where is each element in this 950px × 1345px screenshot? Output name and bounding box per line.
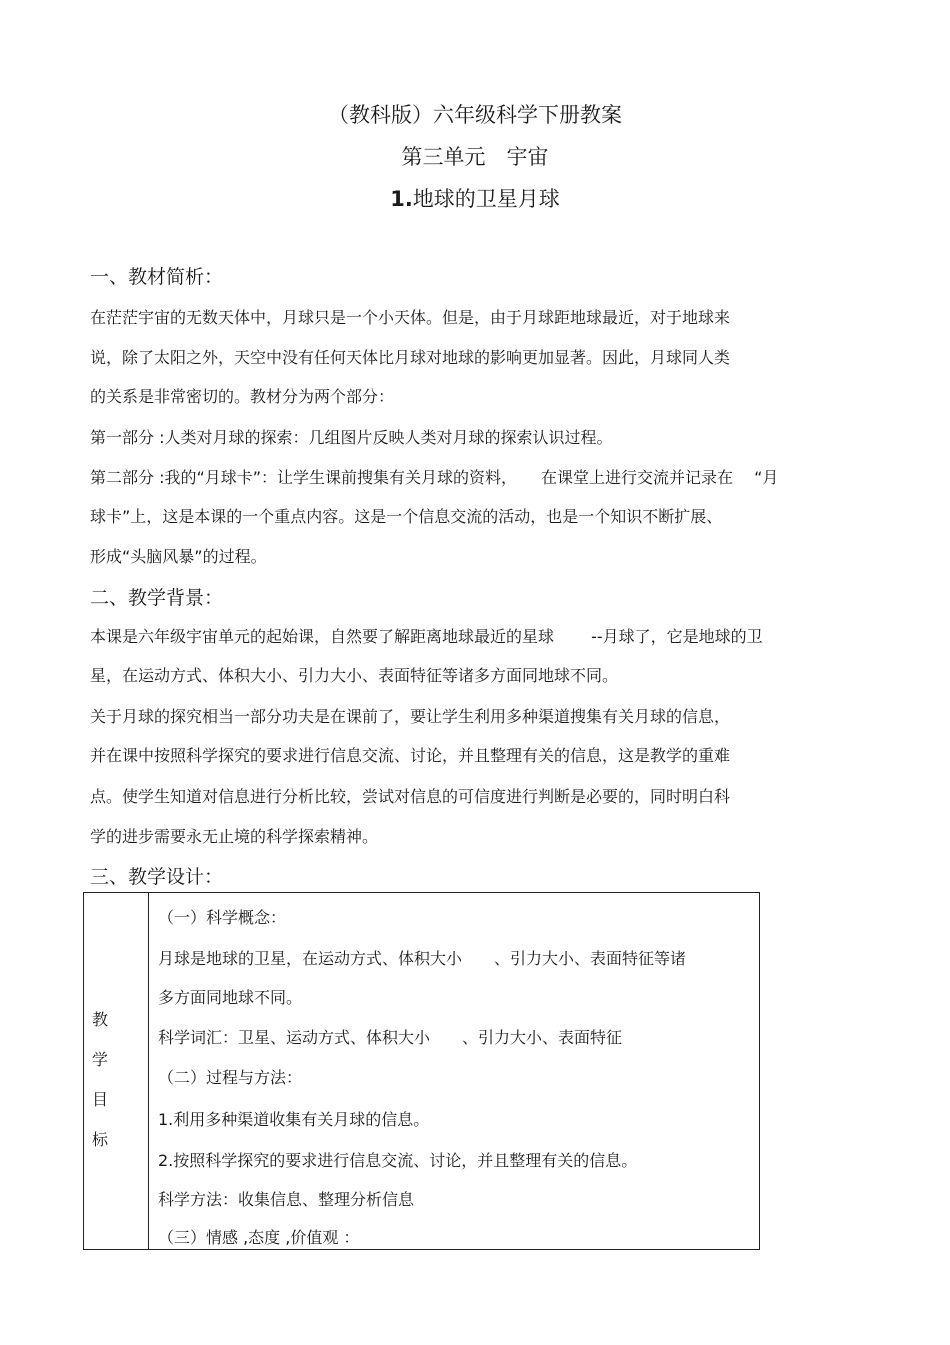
paragraph-line: 第二部分 :我的“月球卡”：让学生课前搜集有关月球的资料， 在课堂上进行交流并记录在 “月 xyxy=(90,468,779,487)
paragraph-line: 说，除了太阳之外，天空中没有任何天体比月球对地球的影响更加显著。因此，月球同人类 xyxy=(90,348,731,367)
section-heading-teaching-design: 三、教学设计： xyxy=(90,866,224,888)
table-cell-line: 月球是地球的卫星，在运动方式、体积大小 、引力大小、表面特征等诸 xyxy=(158,949,687,968)
document-title: （教科版）六年级科学下册教案 xyxy=(328,103,622,127)
row-label-char: 教 xyxy=(92,1010,109,1029)
teaching-goals-table xyxy=(83,892,760,1250)
paragraph-line: 学的进步需要永无止境的科学探索精神。 xyxy=(90,827,379,846)
paragraph-line: 关于月球的探究相当一部分功夫是在课前了，要让学生利用多种渠道搜集有关月球的信息， xyxy=(90,707,731,726)
table-cell-line: 1.利用多种渠道收集有关月球的信息。 xyxy=(158,1110,430,1129)
paragraph-line: 的关系是非常密切的。教材分为两个部分： xyxy=(90,387,395,406)
paragraph-line: 星，在运动方式、体积大小、引力大小、表面特征等诸多方面同地球不同。 xyxy=(90,666,619,685)
lesson-name: 地球的卫星月球 xyxy=(412,187,560,211)
table-cell-line: 科学方法：收集信息、整理分析信息 xyxy=(158,1190,415,1209)
table-cell-line: 科学词汇：卫星、运动方式、体积大小 、引力大小、表面特征 xyxy=(158,1028,623,1047)
paragraph-line: 本课是六年级宇宙单元的起始课，自然要了解距离地球最近的星球 --月球了，它是地球的卫 xyxy=(90,627,763,646)
section-heading-teaching-background: 二、教学背景： xyxy=(90,587,224,609)
row-label-char: 标 xyxy=(92,1130,109,1149)
paragraph-line: 在茫茫宇宙的无数天体中，月球只是一个小天体。但是，由于月球距地球最近，对于地球来 xyxy=(90,308,731,327)
row-label-char: 学 xyxy=(92,1050,109,1069)
unit-title: 第三单元 宇宙 xyxy=(401,145,549,169)
lesson-number: 1. xyxy=(390,187,413,211)
row-label-char: 目 xyxy=(92,1090,109,1109)
paragraph-line: 第一部分 :人类对月球的探索：几组图片反映人类对月球的探索认识过程。 xyxy=(90,428,613,447)
table-cell-line: （二）过程与方法： xyxy=(158,1068,303,1087)
lesson-title xyxy=(0,185,950,213)
table-cell-line: （一）科学概念： xyxy=(158,908,287,927)
table-cell-line: 2.按照科学探究的要求进行信息交流、讨论，并且整理有关的信息。 xyxy=(158,1151,638,1170)
table-cell-line: 多方面同地球不同。 xyxy=(158,988,303,1007)
paragraph-line: 并在课中按照科学探究的要求进行信息交流、讨论，并且整理有关的信息，这是教学的重难 xyxy=(90,746,731,765)
paragraph-line: 形成“头脑风暴”的过程。 xyxy=(90,547,267,566)
paragraph-line: 球卡”上，这是本课的一个重点内容。这是一个信息交流的活动，也是一个知识不断扩展、 xyxy=(90,507,723,526)
paragraph-line: 点。使学生知道对信息进行分析比较，尝试对信息的可信度进行判断是必要的，同时明白科 xyxy=(90,787,731,806)
section-heading-textbook-analysis: 一、教材简析： xyxy=(90,266,224,288)
table-column-divider xyxy=(148,893,149,1249)
table-cell-line: （三）情感 ,态度 ,价值观 ： xyxy=(158,1228,360,1247)
